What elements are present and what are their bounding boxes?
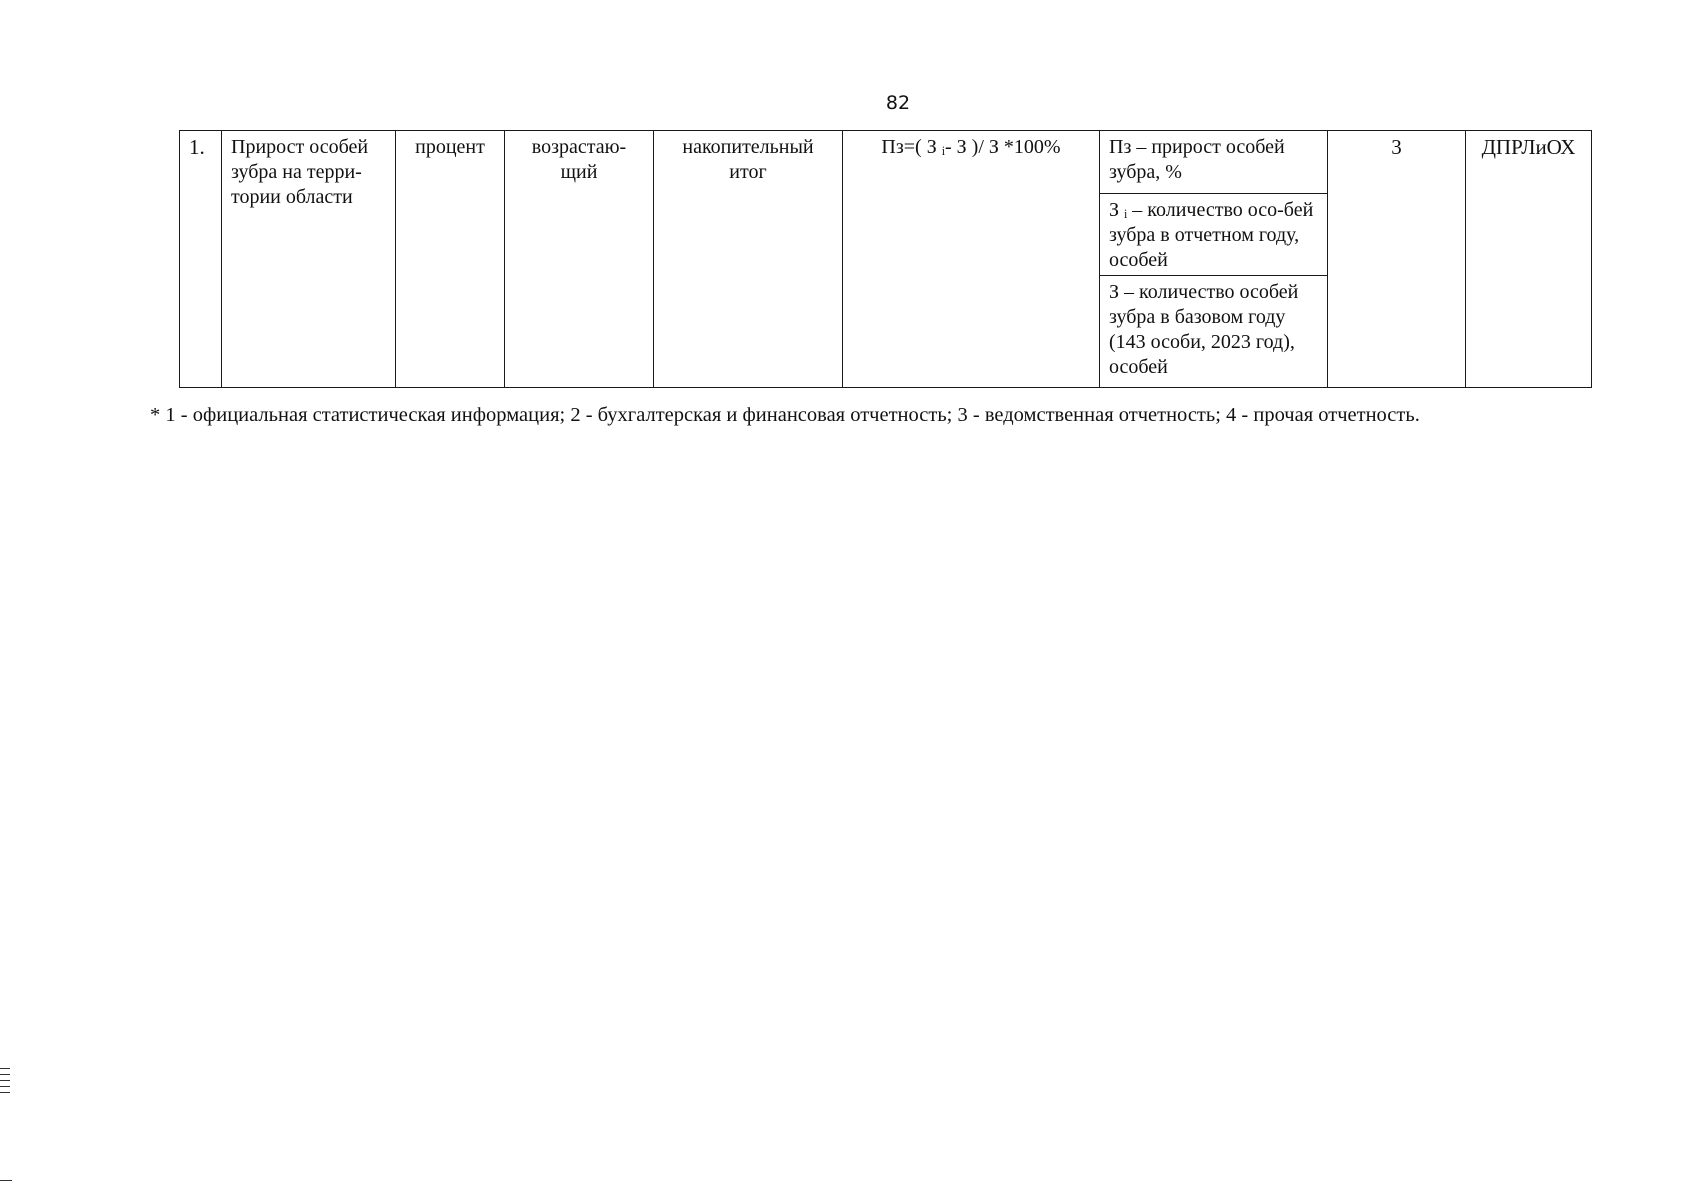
definition-cell: Пз – прирост особей зубра, % <box>1100 131 1328 194</box>
method-cell: накопительный итог <box>654 131 843 388</box>
indicator-table <box>179 130 1592 388</box>
source-cell: 3 <box>1328 131 1466 388</box>
table-row <box>180 131 1592 194</box>
indicator-name: Прирост особей зубра на терри-тории области <box>222 131 396 388</box>
formula-cell: Пз=( З ᵢ- З )/ З *100% <box>843 131 1100 388</box>
row-number: 1. <box>180 131 222 388</box>
unit-cell: процент <box>396 131 505 388</box>
dynamics-cell: возрастаю-щий <box>505 131 654 388</box>
margin-marks <box>0 1068 12 1098</box>
definition-cell: З – количество особей зубра в базовом году (143 особи, 2023 год), особей <box>1100 276 1328 388</box>
definition-cell: З ᵢ – количество осо-бей зубра в отчетном году, особей <box>1100 194 1328 276</box>
responsible-cell: ДПРЛиОХ <box>1466 131 1592 388</box>
margin-mark <box>0 1180 12 1181</box>
footnote: * 1 - официальная статистическая информация; 2 - бухгалтерская и финансовая отчетность; 3 - ведомственная отчетность; 4 - прочая отчетность. <box>150 404 1420 426</box>
page-number: 82 <box>885 92 911 114</box>
